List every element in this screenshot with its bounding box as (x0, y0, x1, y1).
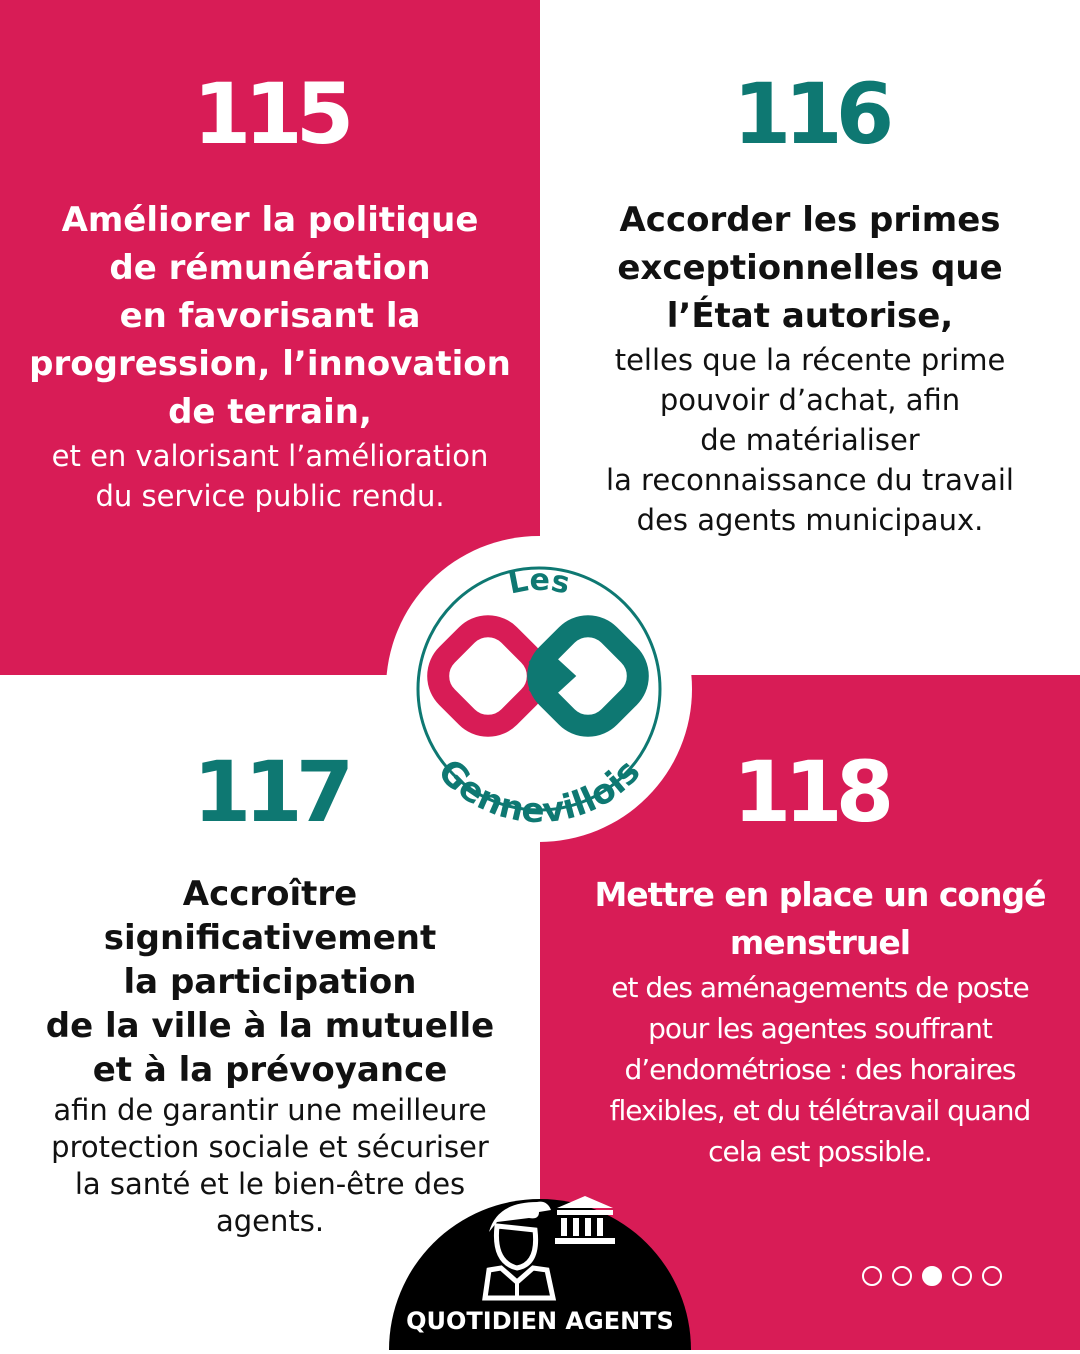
pagination-dot[interactable] (952, 1266, 972, 1286)
light-line: et des aménagements de poste (611, 971, 1029, 1004)
item-text (560, 196, 1060, 540)
light-line: protection sociale et sécuriser (51, 1130, 489, 1164)
light-line: des agents municipaux. (636, 503, 984, 537)
light-line: flexibles, et du télétravail quand (609, 1094, 1031, 1127)
pagination-dot[interactable] (922, 1266, 942, 1286)
bold-line: Accorder les primes (619, 200, 1001, 240)
bold-line: menstruel (729, 923, 911, 962)
bold-line: de terrain, (168, 392, 372, 432)
bold-line: exceptionnelles que (617, 248, 1003, 288)
light-line: pour les agentes souffrant (648, 1012, 992, 1045)
bold-line: en favorisant la (119, 296, 421, 336)
light-line: pouvoir d’achat, afin (659, 383, 961, 417)
pagination-dot[interactable] (892, 1266, 912, 1286)
item-number: 117 (192, 743, 348, 841)
les-gennevillois-logo (386, 536, 692, 842)
light-line: la santé et le bien-être des (74, 1167, 466, 1201)
bold-line: et à la prévoyance (92, 1050, 448, 1090)
logo-bottom-text: Gennevillois (429, 751, 649, 832)
bold-line: Accroître (182, 874, 358, 914)
item-number: 115 (192, 65, 348, 163)
bold-line: Améliorer la politique (61, 200, 479, 240)
light-line: afin de garantir une meilleure (53, 1093, 487, 1127)
bold-line: progression, l’innovation (29, 344, 511, 384)
badge-label: QUOTIDIEN AGENTS (406, 1307, 674, 1335)
bold-line: l’État autorise, (666, 296, 954, 336)
light-line: d’endométriose : des horaires (624, 1053, 1016, 1086)
item-text (550, 871, 1080, 1172)
pagination-dot[interactable] (862, 1266, 882, 1286)
logo-top-text: Les (505, 562, 573, 602)
bold-line: de rémunération (109, 248, 431, 288)
light-line: la reconnaissance du travail (606, 463, 1014, 497)
bold-line: Mettre en place un congé (594, 875, 1046, 914)
light-line: et en valorisant l’amélioration (51, 439, 489, 473)
light-line: de matérialiser (700, 423, 920, 457)
bold-line: la participation (123, 962, 417, 1002)
item-text (20, 872, 520, 1240)
pagination-dot[interactable] (982, 1266, 1002, 1286)
light-line: cela est possible. (708, 1135, 932, 1168)
quotidien-agents-badge (389, 1190, 691, 1350)
item-number: 116 (732, 65, 888, 163)
item-text (20, 196, 520, 516)
light-line: agents. (215, 1204, 325, 1238)
item-number: 118 (732, 743, 888, 841)
light-line: du service public rendu. (95, 479, 445, 513)
bold-line: significativement (103, 918, 437, 958)
bold-line: de la ville à la mutuelle (45, 1006, 495, 1046)
pagination-dots[interactable] (862, 1266, 1002, 1286)
light-line: telles que la récente prime (614, 343, 1006, 377)
